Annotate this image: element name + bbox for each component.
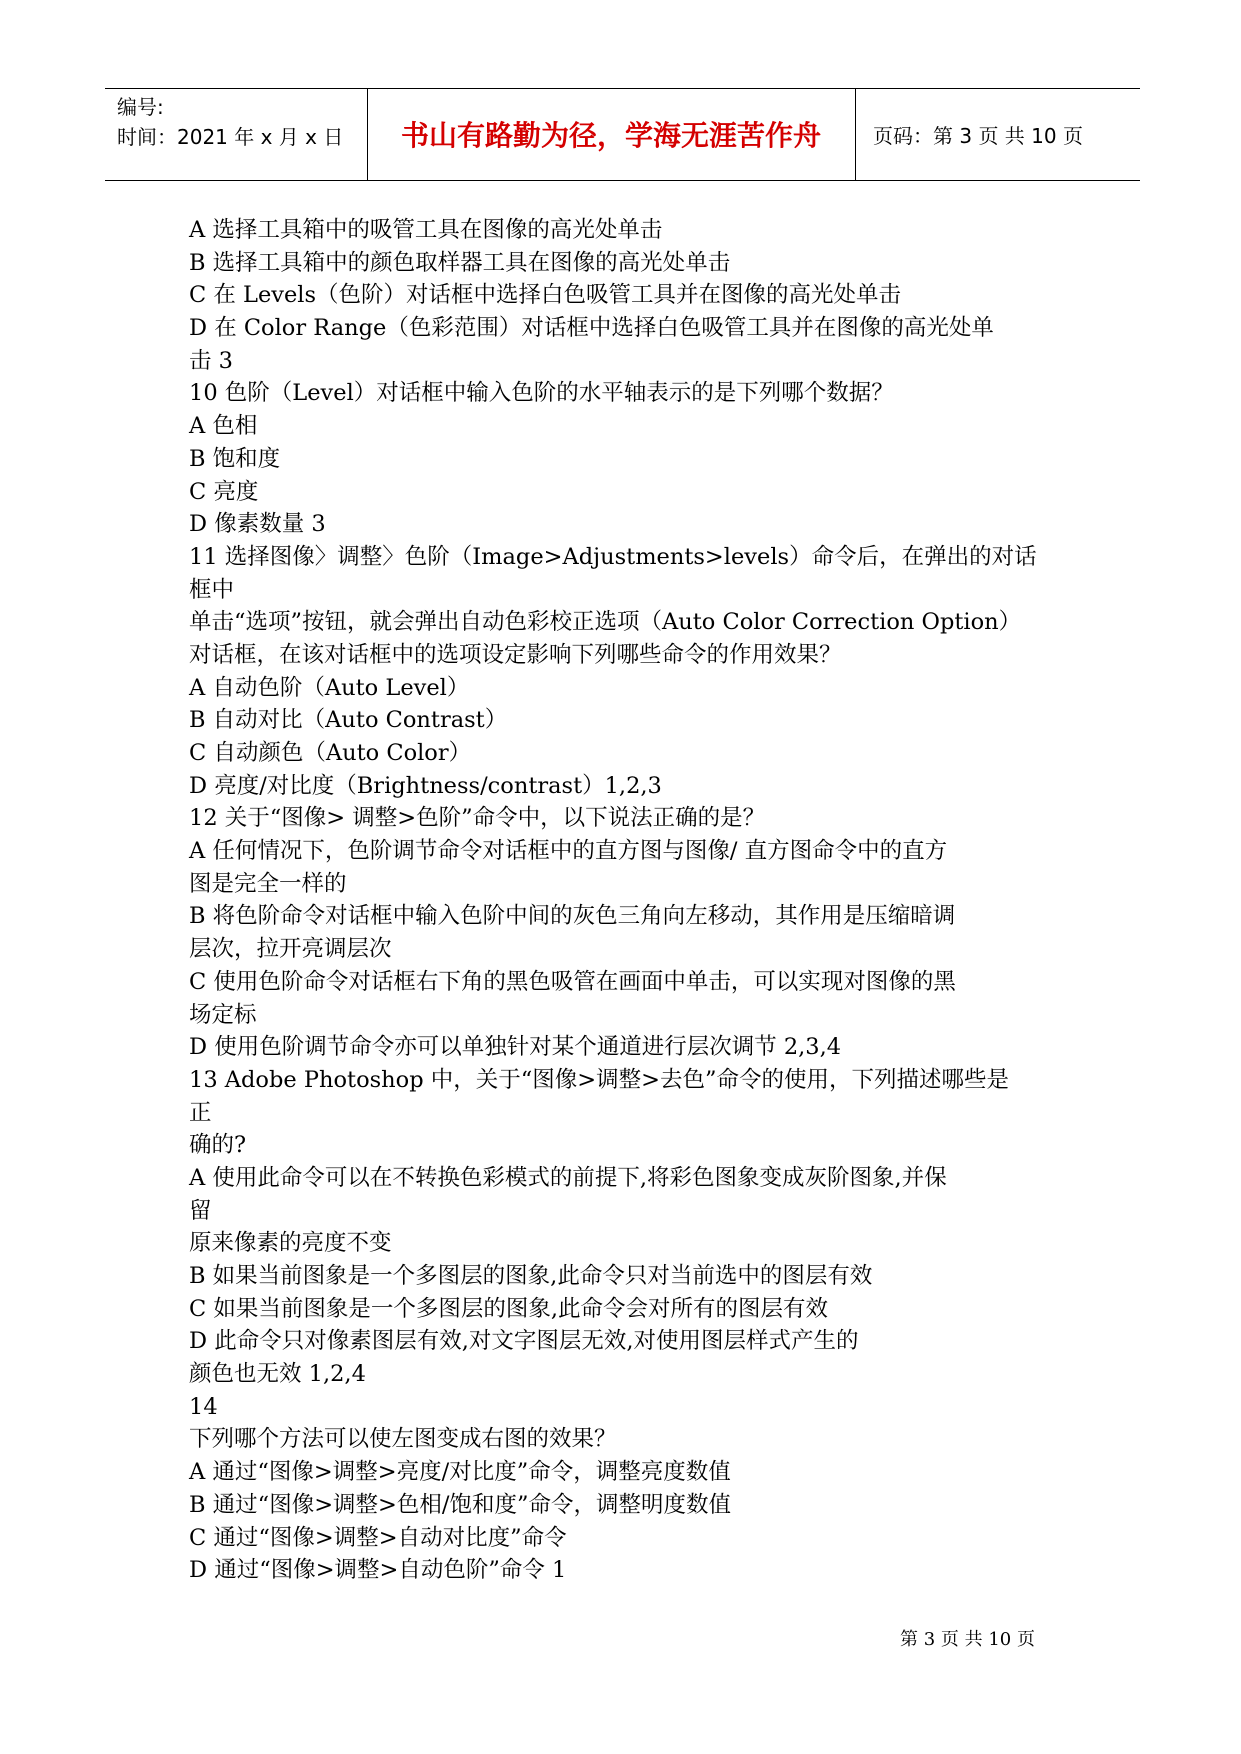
page-footer: 第 3 页 共 10 页 bbox=[900, 1629, 1035, 1650]
text-line: A 选择工具箱中的吸管工具在图像的高光处单击 bbox=[189, 217, 663, 243]
question-text-block bbox=[189, 214, 1089, 1587]
text-line: D 像素数量 3 bbox=[189, 511, 326, 538]
text-line: B 通过“图像>调整>色相/饱和度”命令，调整明度数值 bbox=[189, 1491, 731, 1518]
date-line: 时间：2021 年 x 月 x 日 bbox=[117, 125, 344, 149]
text-line: A 色相 bbox=[189, 413, 258, 440]
header-left-cell bbox=[117, 92, 343, 152]
text-line: C 使用色阶命令对话框右下角的黑色吸管在画面中单击，可以实现对图像的黑 bbox=[189, 968, 956, 995]
text-line: B 将色阶命令对话框中输入色阶中间的灰色三角向左移动，其作用是压缩暗调 bbox=[189, 903, 956, 930]
header-motto: 书山有路勤为径，学海无涯苦作舟 bbox=[400, 119, 821, 152]
text-line: D 使用色阶调节命令亦可以单独针对某个通道进行层次调节 2,3,4 bbox=[189, 1034, 842, 1061]
text-line: A 使用此命令可以在不转换色彩模式的前提下,将彩色图象变成灰阶图象,并保 bbox=[189, 1164, 947, 1191]
text-line: B 如果当前图象是一个多图层的图象,此命令只对当前选中的图层有效 bbox=[189, 1263, 873, 1289]
text-line: 确的? bbox=[189, 1132, 247, 1159]
text-line: C 通过“图像>调整>自动对比度”命令 bbox=[189, 1524, 567, 1551]
text-line: 11 选择图像〉调整〉色阶（Image>Adjustments>levels）命令后，在弹出的对话 bbox=[189, 543, 1037, 570]
page-header bbox=[105, 88, 1140, 181]
text-line: 层次，拉开亮调层次 bbox=[189, 936, 392, 963]
text-line: 图是完全一样的 bbox=[189, 870, 347, 897]
text-line: C 如果当前图象是一个多图层的图象,此命令会对所有的图层有效 bbox=[189, 1295, 829, 1322]
text-line: A 任何情况下，色阶调节命令对话框中的直方图与图像/ 直方图命令中的直方 bbox=[189, 838, 948, 865]
text-line: A 自动色阶（Auto Level） bbox=[189, 674, 470, 701]
text-line: 14 bbox=[189, 1393, 218, 1420]
header-top-rule bbox=[105, 88, 1140, 89]
header-page-code: 页码：第 3 页 共 10 页 bbox=[873, 124, 1083, 148]
text-line: A 通过“图像>调整>亮度/对比度”命令，调整亮度数值 bbox=[189, 1459, 731, 1486]
text-line: 留 bbox=[189, 1197, 212, 1224]
text-line: 框中 bbox=[189, 576, 235, 603]
text-line: D 在 Color Range（色彩范围）对话框中选择白色吸管工具并在图像的高光处单 bbox=[189, 315, 994, 342]
header-bottom-rule bbox=[105, 180, 1140, 181]
text-line: 12 关于“图像> 调整>色阶”命令中，以下说法正确的是？ bbox=[189, 805, 766, 832]
text-line: C 在 Levels（色阶）对话框中选择白色吸管工具并在图像的高光处单击 bbox=[189, 282, 902, 309]
text-line: 下列哪个方法可以使左图变成右图的效果？ bbox=[189, 1426, 617, 1453]
text-line: B 饱和度 bbox=[189, 445, 281, 472]
serial-label: 编号: bbox=[117, 95, 164, 119]
text-line: B 自动对比（Auto Contrast） bbox=[189, 707, 508, 734]
text-line: D 亮度/对比度（Brightness/contrast）1,2,3 bbox=[189, 772, 662, 799]
text-line: 正 bbox=[189, 1099, 212, 1126]
text-line: 10 色阶（Level）对话框中输入色阶的水平轴表示的是下列哪个数据？ bbox=[189, 380, 894, 407]
text-line: 原来像素的亮度不变 bbox=[189, 1230, 392, 1257]
text-line: 单击“选项”按钮，就会弹出自动色彩校正选项（Auto Color Correction Option） bbox=[189, 609, 1022, 636]
text-line: 13 Adobe Photoshop 中，关于“图像>调整>去色”命令的使用，下列描述哪些是 bbox=[189, 1066, 1009, 1093]
text-line: C 自动颜色（Auto Color） bbox=[189, 740, 472, 766]
text-line: 击 3 bbox=[189, 347, 233, 374]
header-divider-right bbox=[855, 88, 856, 181]
text-line: C 亮度 bbox=[189, 478, 259, 505]
text-line: 对话框，在该对话框中的选项设定影响下列哪些命令的作用效果？ bbox=[189, 641, 842, 668]
text-line: D 此命令只对像素图层有效,对文字图层无效,对使用图层样式产生的 bbox=[189, 1328, 859, 1355]
text-line: 场定标 bbox=[189, 1001, 257, 1028]
text-line: B 选择工具箱中的颜色取样器工具在图像的高光处单击 bbox=[189, 249, 731, 276]
text-line: D 通过“图像>调整>自动色阶”命令 1 bbox=[189, 1557, 567, 1584]
text-line: 颜色也无效 1,2,4 bbox=[189, 1361, 366, 1388]
